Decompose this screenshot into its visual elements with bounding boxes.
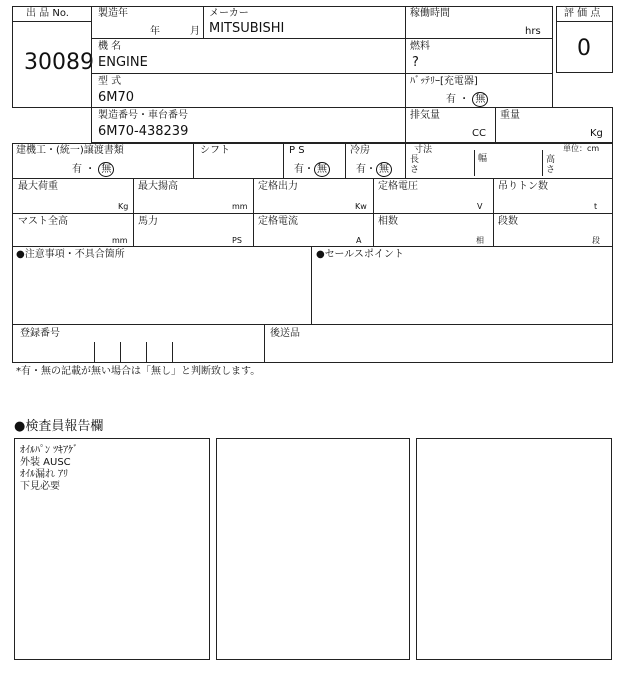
rated-voltage-unit: V bbox=[477, 202, 483, 211]
inspector-line-4: 下見必要 bbox=[20, 481, 60, 492]
cooling-option bbox=[356, 162, 392, 177]
stages-label: 段数 bbox=[498, 216, 518, 227]
rated-current-unit: A bbox=[356, 236, 362, 245]
shift-label: シフト bbox=[200, 145, 230, 156]
rated-output-label: 定格出力 bbox=[258, 181, 298, 192]
cooling-no-circled: 無 bbox=[376, 162, 392, 177]
registration-label: 登録番号 bbox=[20, 328, 60, 339]
ps-no-circled: 無 bbox=[314, 162, 330, 177]
lift-ton-label: 吊りトン数 bbox=[498, 181, 548, 192]
sales-label: ●セールスポイント bbox=[316, 249, 404, 260]
unit-note: 単位：cm bbox=[563, 144, 600, 153]
serial-value: 6M70-438239 bbox=[98, 124, 189, 139]
maker-label: メーカー bbox=[209, 8, 249, 19]
rated-output-unit: Kw bbox=[355, 202, 367, 211]
cooling-yes: 有・ bbox=[356, 164, 376, 175]
width-label: 幅 bbox=[478, 154, 488, 164]
mast-height-label: マスト全高 bbox=[18, 216, 68, 227]
fuel-value: ? bbox=[412, 55, 419, 70]
inspector-box-2 bbox=[216, 438, 410, 660]
height-label: 高 さ bbox=[546, 155, 556, 175]
hours-unit: hrs bbox=[525, 26, 541, 37]
rated-voltage-label: 定格電圧 bbox=[378, 181, 418, 192]
serial-label: 製造番号・車台番号 bbox=[98, 110, 188, 121]
rating-label: 評 価 点 bbox=[564, 8, 601, 19]
doc-yes: 有 ・ bbox=[72, 164, 96, 175]
shipping-label: 後送品 bbox=[270, 328, 300, 339]
max-lift-label: 最大揚高 bbox=[138, 181, 178, 192]
max-load-label: 最大荷重 bbox=[18, 181, 58, 192]
ps-option bbox=[294, 162, 330, 177]
caution-label: ●注意事項・不具合箇所 bbox=[16, 249, 125, 260]
displacement-label: 排気量 bbox=[410, 110, 440, 121]
rating-value: 0 bbox=[577, 36, 591, 61]
doc-option bbox=[72, 162, 114, 177]
horsepower-label: 馬力 bbox=[138, 216, 158, 227]
spec-grid bbox=[12, 143, 613, 247]
inspector-line-3: ｵｲﾙ漏れ ｱﾘ bbox=[20, 469, 69, 480]
fuel-label: 燃料 bbox=[410, 41, 430, 52]
battery-label: ﾊﾞｯﾃﾘｰ[充電器] bbox=[410, 76, 478, 87]
battery-yes: 有 ・ bbox=[446, 94, 470, 105]
lift-ton-unit: t bbox=[594, 202, 598, 211]
shipping-box bbox=[264, 324, 613, 363]
dims-label: 寸法 bbox=[414, 145, 433, 155]
rated-current-label: 定格電流 bbox=[258, 216, 298, 227]
inspector-box-3 bbox=[416, 438, 612, 660]
phase-label: 相数 bbox=[378, 216, 398, 227]
type-value: 6M70 bbox=[98, 90, 135, 105]
mast-height-unit: mm bbox=[112, 236, 128, 245]
weight-label: 重量 bbox=[500, 110, 520, 121]
doc-label: 建機工・(統一)譲渡書類 bbox=[16, 145, 124, 156]
type-label: 型 式 bbox=[98, 76, 122, 87]
battery-option bbox=[446, 92, 488, 107]
ps-yes: 有・ bbox=[294, 164, 314, 175]
max-lift-unit: mm bbox=[232, 202, 248, 211]
displacement-unit: CC bbox=[472, 128, 486, 139]
phase-unit: 相 bbox=[476, 236, 484, 245]
lot-no-value: 30089 bbox=[24, 50, 94, 75]
stages-unit: 段 bbox=[592, 236, 600, 245]
maker-value: MITSUBISHI bbox=[209, 21, 285, 36]
inspector-title: ●検査員報告欄 bbox=[14, 419, 104, 434]
hours-label: 稼働時間 bbox=[410, 8, 450, 19]
lot-no-label: 出 品 No. bbox=[26, 8, 69, 19]
battery-no-circled: 無 bbox=[472, 92, 488, 107]
length-label: 長 さ bbox=[410, 155, 420, 175]
inspector-line-1: ｵｲﾙﾊﾟﾝ ﾂｷｱｹﾞ bbox=[20, 445, 79, 456]
month-unit: 月 bbox=[190, 26, 200, 37]
model-name-label: 機 名 bbox=[98, 41, 122, 52]
model-name-value: ENGINE bbox=[98, 55, 148, 70]
horsepower-unit: PS bbox=[232, 236, 242, 245]
inspector-line-2: 外装 AUSC bbox=[20, 457, 71, 468]
footnote: *有・無の記載が無い場合は「無し」と判断致します。 bbox=[16, 366, 261, 377]
cooling-label: 冷房 bbox=[350, 145, 370, 156]
doc-no-circled: 無 bbox=[98, 162, 114, 177]
year-label: 製造年 bbox=[98, 8, 128, 19]
max-load-unit: Kg bbox=[118, 202, 129, 211]
year-unit: 年 bbox=[150, 26, 160, 37]
ps-label: P S bbox=[289, 145, 305, 156]
weight-unit: Kg bbox=[590, 128, 603, 139]
